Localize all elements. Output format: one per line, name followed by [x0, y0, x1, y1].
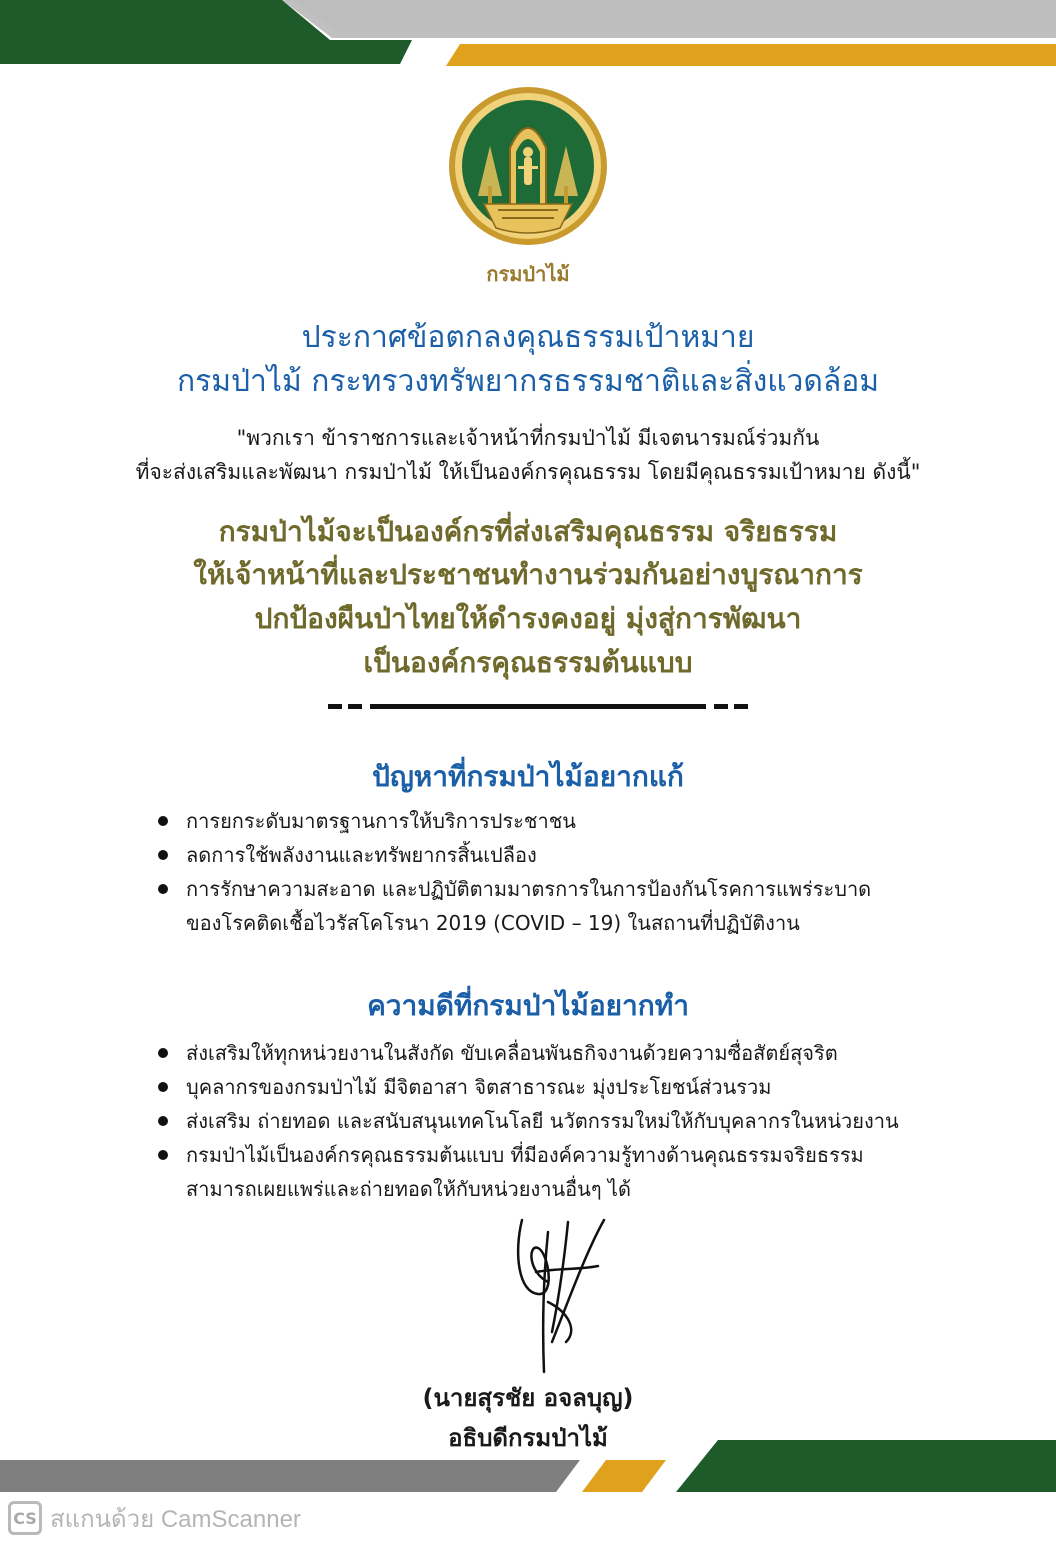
list-item: บุคลากรของกรมป่าไม้ มีจิตอาสา จิตสาธารณะ มุ่งประโยชน์ส่วนรวม [152, 1070, 972, 1104]
pledge-quote-line: "พวกเรา ข้าราชการและเจ้าหน้าที่กรมป่าไม้ มีเจตนารมณ์ร่วมกัน [236, 426, 820, 450]
camscanner-watermark [8, 1500, 301, 1536]
bullet-icon [158, 850, 168, 860]
pledge-quote-line: ที่จะส่งเสริมและพัฒนา กรมป่าไม้ ให้เป็นองค์กรคุณธรรม โดยมีคุณธรรมเป้าหมาย ดังนี้" [135, 460, 921, 484]
top-banner-decoration [0, 0, 1056, 70]
section-divider [328, 700, 748, 712]
list-item: การยกระดับมาตรฐานการให้บริการประชาชน [152, 804, 972, 838]
problems-heading: ปัญหาที่กรมป่าไม้อยากแก้ [372, 760, 684, 793]
vision-line: ปกป้องผืนป่าไทยให้ดำรงคงอยู่ มุ่งสู่การพัฒนา [254, 602, 802, 635]
signatory-position: อธิบดีกรมป่าไม้ [448, 1424, 608, 1452]
vision-line: ให้เจ้าหน้าที่และประชาชนทำงานร่วมกันอย่างบูรณาการ [193, 558, 863, 591]
bullet-icon [158, 884, 168, 894]
announcement-title: ประกาศข้อตกลงคุณธรรมเป้าหมาย [301, 320, 755, 355]
list-item-continuation: สามารถเผยแพร่และถ่ายทอดให้กับหน่วยงานอื่นๆ ได้ [186, 1177, 631, 1201]
vision-line: เป็นองค์กรคุณธรรมต้นแบบ [363, 646, 693, 679]
bottom-banner-decoration [0, 1440, 1056, 1496]
bullet-icon [158, 1150, 168, 1160]
handwritten-signature [508, 1212, 618, 1387]
bullet-icon [158, 1082, 168, 1092]
bullet-icon [158, 1116, 168, 1126]
bullet-icon [158, 816, 168, 826]
list-item: ลดการใช้พลังงานและทรัพยากรสิ้นเปลือง [152, 838, 972, 872]
camscanner-logo-icon: CS [8, 1501, 42, 1535]
goodness-heading: ความดีที่กรมป่าไม้อยากทำ [367, 989, 689, 1022]
list-item: ส่งเสริม ถ่ายทอด และสนับสนุนเทคโนโลยี นวัตกรรมใหม่ให้กับบุคลากรในหน่วยงาน [152, 1104, 972, 1138]
list-item: กรมป่าไม้เป็นองค์กรคุณธรรมต้นแบบ ที่มีองค์ความรู้ทางด้านคุณธรรมจริยธรรม [152, 1138, 972, 1172]
list-item-continuation: ของโรคติดเชื้อไวรัสโคโรนา 2019 (COVID – 19) ในสถานที่ปฏิบัติงาน [186, 911, 800, 935]
bullet-icon [158, 1048, 168, 1058]
list-item: การรักษาความสะอาด และปฏิบัติตามมาตรการในการป้องกันโรคการแพร่ระบาด [152, 872, 972, 906]
department-label: กรมป่าไม้ [486, 262, 570, 286]
forest-department-seal-icon [448, 86, 608, 246]
list-item: ส่งเสริมให้ทุกหน่วยงานในสังกัด ขับเคลื่อนพันธกิจงานด้วยความซื่อสัตย์สุจริต [152, 1036, 972, 1070]
problems-list [152, 804, 972, 940]
goodness-list [152, 1036, 972, 1206]
signatory-name: (นายสุรชัย อจลบุญ) [422, 1384, 634, 1412]
announcement-subtitle: กรมป่าไม้ กระทรวงทรัพยากรธรรมชาติและสิ่งแวดล้อม [176, 364, 880, 399]
vision-line: กรมป่าไม้จะเป็นองค์กรที่ส่งเสริมคุณธรรม จริยธรรม [218, 515, 838, 548]
watermark-text: สแกนด้วย CamScanner [50, 1505, 301, 1533]
